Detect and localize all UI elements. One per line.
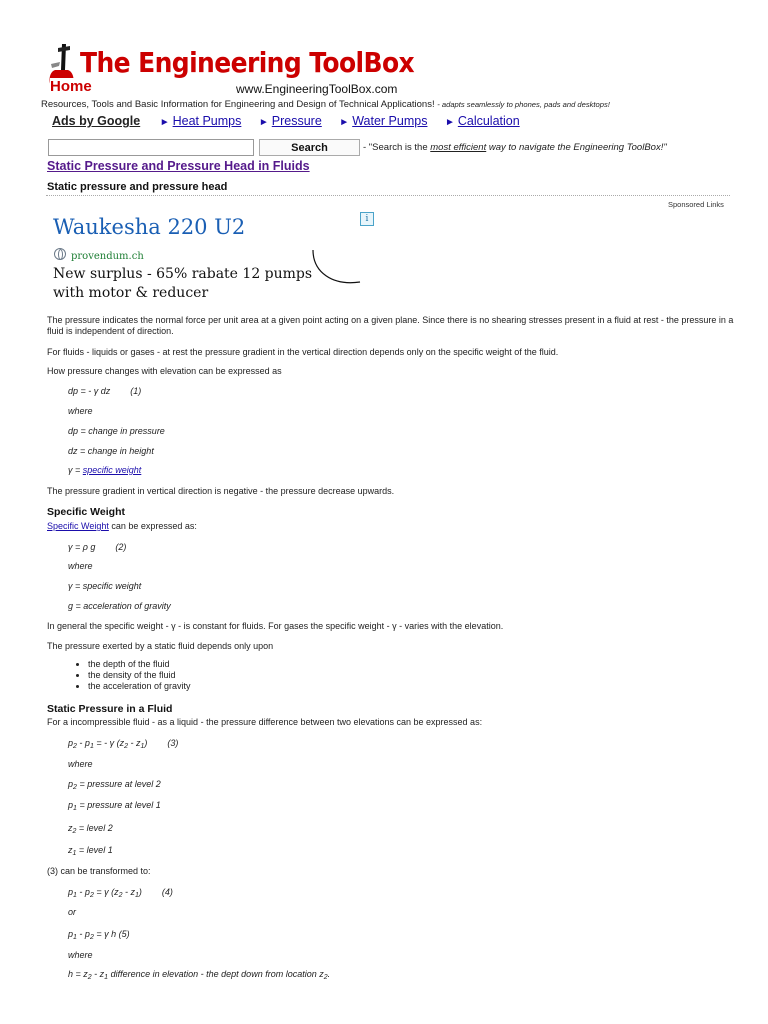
definition: $z_1$ = level 1 [68,845,113,857]
nav-link-label: Pressure [271,114,322,128]
definition-text: = pressure at level 2 [79,779,161,789]
definition: $z_2$ = level 2 [68,823,113,835]
list-item: • the depth of the fluid [88,659,191,670]
definition: dz = change in height [68,446,154,456]
ad-links-nav [52,114,534,132]
equation-number: (5) [118,929,130,939]
play-triangle-icon: ► [159,117,170,128]
definition: dp = change in pressure [68,426,165,436]
paragraph: (3) can be transformed to: [47,866,151,876]
definition-text: = level 2 [78,823,113,833]
where-label: where [68,561,93,571]
nav-link-pressure[interactable] [259,114,322,128]
ad-info-icon[interactable]: i [360,212,374,226]
nav-link-water-pumps[interactable] [339,114,427,128]
equation-text: γ = ρ g [68,542,96,552]
definition [68,465,141,476]
logo[interactable] [46,42,415,98]
paragraph: How pressure changes with elevation can be expressed as [47,366,282,376]
ad-arrow-icon[interactable] [310,248,364,288]
play-triangle-icon: ► [258,117,269,128]
nav-link-label: Water Pumps [352,114,428,128]
paragraph: For a incompressible fluid - as a liquid - the pressure difference between two elevations can be expressed as: [47,717,483,727]
definition: $p_2$ = pressure at level 2 [68,779,161,791]
equation-text: dp = - γ dz [68,386,111,396]
specific-weight-link[interactable]: Specific Weight [47,521,109,531]
play-triangle-icon: ► [444,117,455,128]
section-heading: Specific Weight [47,506,125,518]
where-label: where [68,950,93,960]
equation-number: (1) [130,386,142,396]
hint-post: way to navigate the Engineering ToolBox!" [486,142,667,153]
page-subtitle: Static pressure and pressure head [47,181,228,193]
home-link[interactable]: Home [50,78,92,95]
list-item: • the acceleration of gravity [88,681,191,692]
search-button[interactable]: Search [259,139,360,156]
search-input[interactable] [48,139,254,156]
nav-link-calculation[interactable] [445,114,520,128]
tagline [41,99,610,110]
tagline-note: - adapts seamlessly to phones, pads and desktops! [437,100,610,109]
search-hint [363,142,667,153]
sponsored-label: Sponsored Links [668,200,724,209]
globe-icon [54,248,66,260]
logo-title: The Engineering ToolBox [80,46,415,79]
definition-text: = level 1 [78,845,113,855]
paragraph: The pressure exerted by a static fluid depends only upon [47,641,274,651]
definition-pre: γ = [68,465,83,475]
list-item: • the density of the fluid [88,670,191,681]
definition: $h = z_2 - z_1$ difference in elevation - the dept down from location $z_2$. [68,969,331,981]
tagline-text: Resources, Tools and Basic Information for Engineering and Design of Technical Applications! [41,99,435,110]
page-title[interactable]: Static Pressure and Pressure Head in Fluids [47,159,310,173]
where-label: where [68,406,93,416]
ads-by-google-link[interactable]: Ads by Google [52,114,141,128]
hint-pre: - "Search is the [363,142,431,153]
nav-link-label: Calculation [457,114,520,128]
equation-number: (2) [115,542,127,552]
equation-3: $p_2 - p_1$ = - γ $(z_2 - z_1)$ (3) [68,738,179,750]
definition: γ = specific weight [68,581,142,591]
paragraph: In general the specific weight - γ - is constant for fluids. For gases the specific weight - γ - varies with the elevation. [47,621,504,631]
ad-title-link[interactable]: Waukesha 220 U2 [53,215,246,239]
or-label: or [68,907,77,917]
specific-weight-link[interactable]: specific weight [82,465,142,475]
play-triangle-icon: ► [339,117,350,128]
definition: $p_1$ = pressure at level 1 [68,800,161,812]
equation-2 [68,542,126,553]
paragraph-text: can be expressed as: [108,521,197,531]
equation-4: $p_1 - p_2 = \gamma$ $(z_2 - z_1)$ (4) [68,887,173,899]
paragraph [47,521,737,532]
paragraph: The pressure indicates the normal force per unit area at a given point acting on a given plane. Since there is no shearing stresses present in a fluid at rest - the pressure in a fluid is independent of direction. [47,315,734,336]
equation-number: (3) [167,738,179,748]
equation-1 [68,386,141,397]
ad-domain-text: provendum.ch [71,251,144,262]
logo-url: www.EngineeringToolBox.com [236,82,398,96]
hint-emph: most efficient [430,142,487,153]
definition: g = acceleration of gravity [68,601,171,611]
equation-number: (4) [161,887,173,897]
ad-domain[interactable] [54,248,144,262]
nav-link-heat-pumps[interactable] [160,114,242,128]
equation-5: $p_1 - p_2 = \gamma$ h (5) [68,929,130,941]
section-heading: Static Pressure in a Fluid [47,703,173,715]
bullet-list [70,659,191,692]
definition-text: = pressure at level 1 [79,800,161,810]
paragraph: For fluids - liquids or gases - at rest the pressure gradient in the vertical direction depends only on the specific weight of the fluid. [47,347,559,357]
ad-text: New surplus - 65% rabate 12 pumps with motor & reducer [53,266,313,301]
where-label: where [68,759,93,769]
divider [46,195,730,196]
definition-text: difference in elevation - the dept down from location z [110,969,324,979]
paragraph: The pressure gradient in vertical direction is negative - the pressure decrease upwards. [47,486,395,496]
nav-link-label: Heat Pumps [172,114,242,128]
